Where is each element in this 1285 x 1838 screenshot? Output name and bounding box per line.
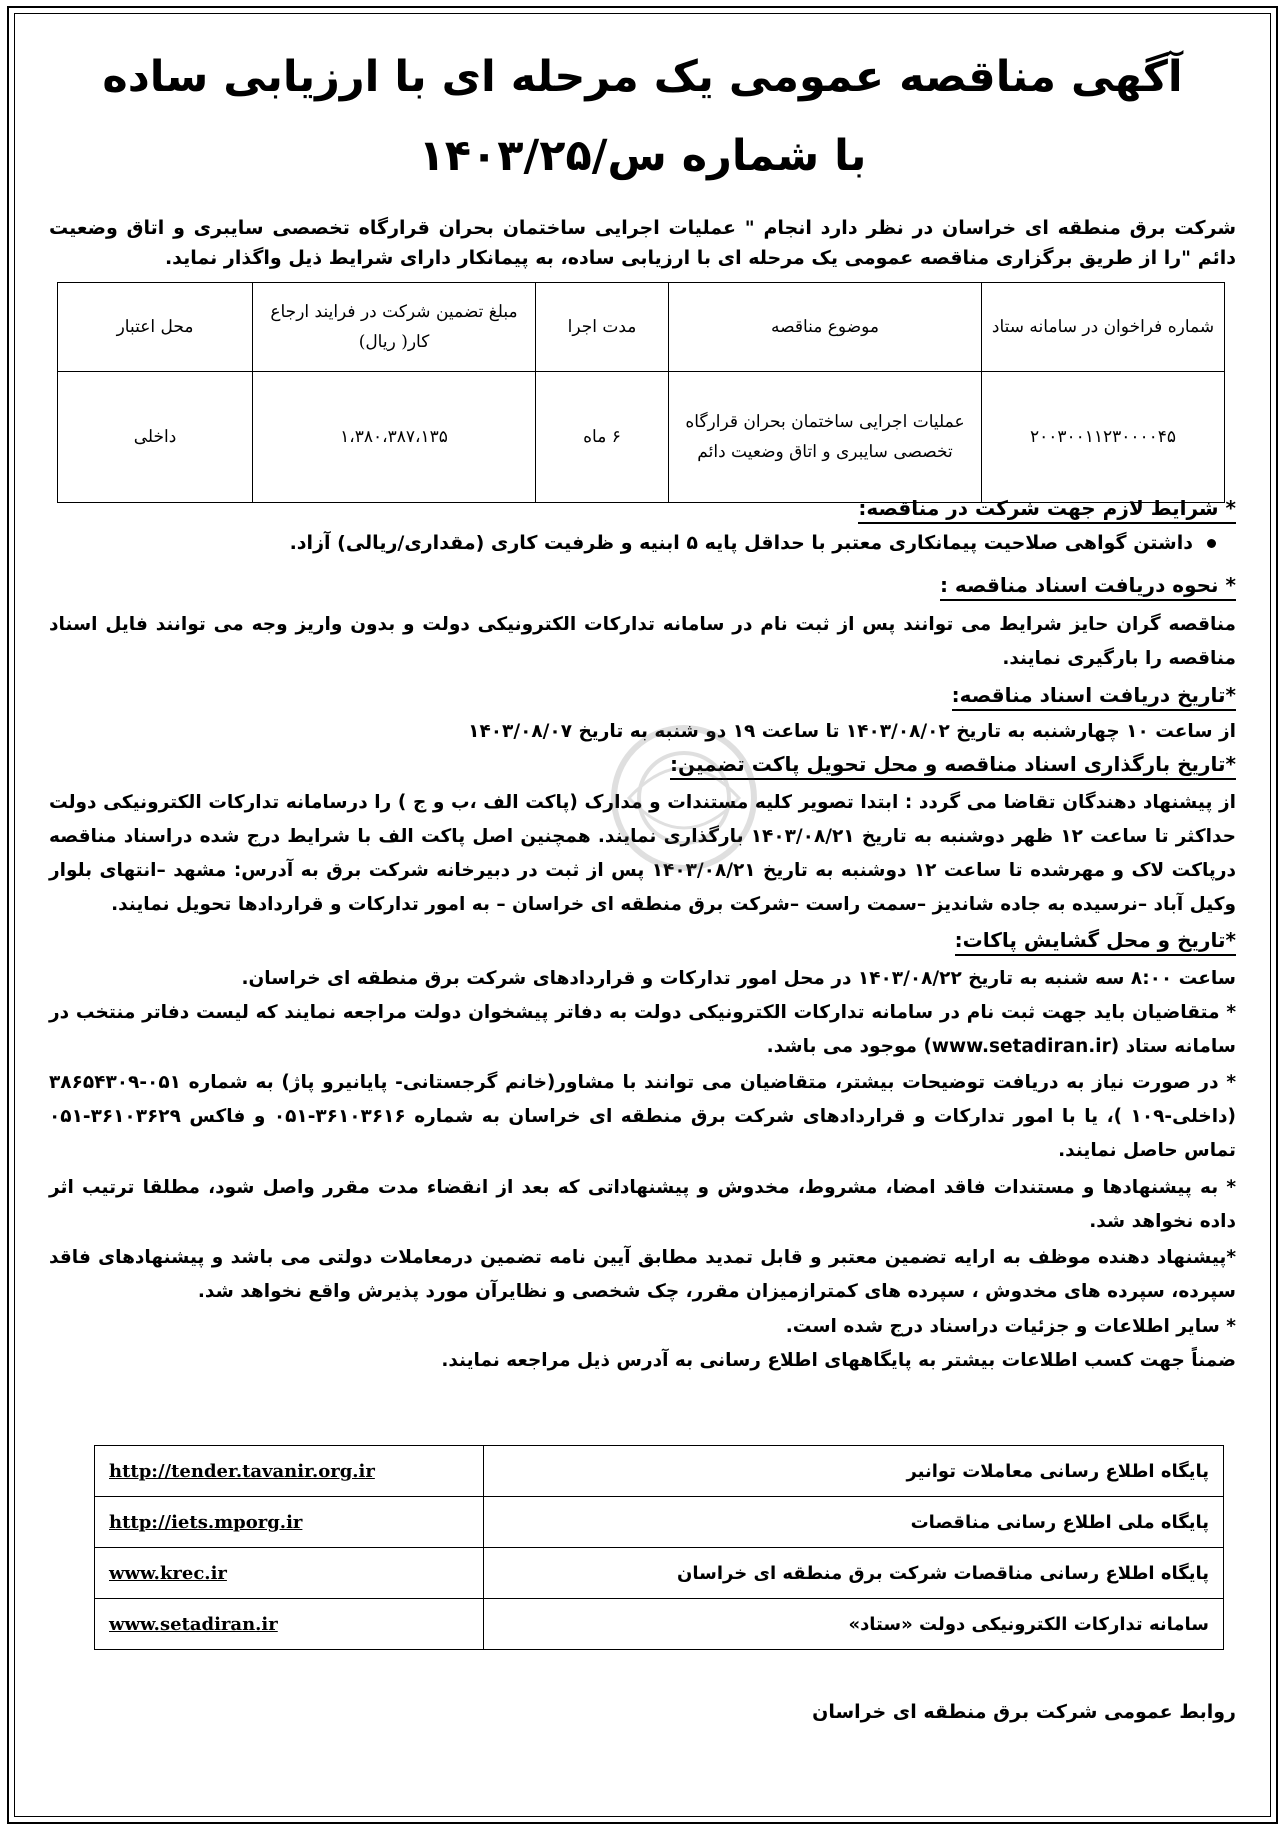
link-url[interactable]: http://tender.tavanir.org.ir (95, 1446, 484, 1497)
note-contact: * در صورت نیاز به دریافت توضیحات بیشتر، متقاضیان می توانند با مشاور(خانم گرجستانی- پایانیرو پاژ) به شماره ۰۵۱-۳۸۶۵۴۳۰۹ (داخلی-۱۰۹ )، یا با امور تدارکات و قراردادهای شرکت برق منطقه ای خراسان به شماره ۳۶۱۰۳۶۱۶-۰۵۱ و فاکس ۳۶۱۰۳۶۲۹-۰۵۱ تماس حاصل نمایند. (49, 1072, 1236, 1161)
header-subject: موضوع مناقصه (669, 283, 982, 372)
bullet-icon (1207, 539, 1216, 548)
intro-paragraph: شرکت برق منطقه ای خراسان در نظر دارد انجام " عملیات اجرایی ساختمان بحران قرارگاه تخصصی سایبری و اتاق وضعیت دائم "را از طریق برگزاری مناقصه عمومی یک مرحله ای با ارزیابی ساده، به پیمانکار دارای شرایط ذیل واگذار نماید. (49, 217, 1236, 269)
link-row (95, 1446, 1224, 1497)
note-registration: * متقاضیان باید جهت ثبت نام در سامانه تدارکات الکترونیکی دولت به دفاتر پیشخوان دولت مراجعه نمایند که لیست دفاتر منتخب در سامانه ستاد (www.setadiran.ir) موجود می باشد. (49, 1002, 1236, 1057)
header-credit-source: محل اعتبار (58, 283, 253, 372)
link-url[interactable]: http://iets.mporg.ir (95, 1497, 484, 1548)
table-row (58, 372, 1225, 503)
footer-signature: روابط عمومی شرکت برق منطقه ای خراسان (812, 1701, 1236, 1723)
receive-date-heading: *تاریخ دریافت اسناد مناقصه: (952, 683, 1236, 707)
conditions-heading: * شرایط لازم جهت شرکت در مناقصه: (858, 496, 1236, 520)
receive-date-text: از ساعت ۱۰ چهارشنبه به تاریخ ۱۴۰۳/۰۸/۰۲ تا ساعت ۱۹ دو شنبه به تاریخ ۱۴۰۳/۰۸/۰۷ (468, 721, 1236, 742)
note-other-info: * سایر اطلاعات و جزئیات دراسناد درج شده است. (785, 1316, 1236, 1337)
note-more-info: ضمناً جهت کسب اطلاعات بیشتر به پایگاههای اطلاع رسانی به آدرس ذیل مراجعه نمایند. (441, 1350, 1236, 1371)
link-row (95, 1497, 1224, 1548)
table-header-row (58, 283, 1225, 372)
upload-text: از پیشنهاد دهندگان تقاضا می گردد : ابتدا تصویر کلیه مستندات و مدارک (پاکت الف ،ب و ج ) را درسامانه تدارکات الکترونیکی دولت حداکثر تا ساعت ۱۲ ظهر دوشنبه به تاریخ ۱۴۰۳/۰۸/۲۱ بارگذاری نمایند. همچنین اصل پاکت الف با شرایط درج شده دراسناد مناقصه درپاکت لاک و مهرشده تا ساعت ۱۲ دوشنبه به تاریخ ۱۴۰۳/۰۸/۲۱ پس از ثبت در دبیرخانه شرکت برق به آدرس: مشهد –انتهای بلوار وکیل آباد –نرسیده به جاده شاندیز –سمت راست –شرکت برق منطقه ای خراسان – به امور تدارکات و قراردادها تحویل نمایند. (49, 792, 1236, 915)
cell-subject: عملیات اجرایی ساختمان بحران قرارگاه تخصصی سایبری و اتاق وضعیت دائم (669, 372, 982, 503)
cell-guarantee: ۱،۳۸۰،۳۸۷،۱۳۵ (253, 372, 536, 503)
conditions-item: داشتن گواهی صلاحیت پیمانکاری معتبر با حداقل پایه ۵ ابنیه و ظرفیت کاری (مقداری/ریالی) آزاد. (290, 532, 1216, 554)
link-url[interactable]: www.setadiran.ir (95, 1599, 484, 1650)
link-row (95, 1548, 1224, 1599)
links-table (94, 1445, 1224, 1650)
link-url[interactable]: www.krec.ir (95, 1548, 484, 1599)
watermark-logo (569, 708, 799, 888)
link-row (95, 1599, 1224, 1650)
header-guarantee: مبلغ تضمین شرکت در فرایند ارجاع کار( ریال) (253, 283, 536, 372)
cell-credit-source: داخلی (58, 372, 253, 503)
cell-call-number: ۲۰۰۳۰۰۱۱۲۳۰۰۰۰۴۵ (982, 372, 1225, 503)
notice-number: با شماره س/۱۴۰۳/۲۵ (418, 131, 867, 181)
note-invalid-bids: * به پیشنهادها و مستندات فاقد امضا، مشروط، مخدوش و پیشنهاداتی که بعد از انقضاء مدت مقرر واصل شود، مطلقا ترتیب اثر داده نخواهد شد. (49, 1177, 1236, 1232)
link-label: پایگاه اطلاع رسانی مناقصات شرکت برق منطقه ای خراسان (484, 1548, 1224, 1599)
tender-notice-page (7, 6, 1278, 1824)
link-label: پایگاه ملی اطلاع رسانی مناقصات (484, 1497, 1224, 1548)
link-label: پایگاه اطلاع رسانی معاملات توانیر (484, 1446, 1224, 1497)
note-guarantee: *پیشنهاد دهنده موظف به ارایه تضمین معتبر و قابل تمدید مطابق آیین نامه تضمین درمعاملات دولتی می باشد و پیشنهادهای فاقد سپرده، سپرده های مخدوش ، سپرده های کمترازمیزان مقرر، چک شخصی و نظایرآن مورد پذیرش واقع نخواهد شد. (49, 1247, 1236, 1302)
receive-text: مناقصه گران حایز شرایط می توانند پس از ثبت نام در سامانه تدارکات الکترونیکی دولت و بدون واریز وجه می توانند فایل اسناد مناقصه را بارگیری نمایند. (49, 614, 1236, 669)
header-call-number: شماره فراخوان در سامانه ستاد (982, 283, 1225, 372)
header-duration: مدت اجرا (536, 283, 669, 372)
link-label: سامانه تدارکات الکترونیکی دولت «ستاد» (484, 1599, 1224, 1650)
upload-heading: *تاریخ بارگذاری اسناد مناقصه و محل تحویل پاکت تضمین: (670, 752, 1236, 776)
opening-text: ساعت ۸:۰۰ سه شنبه به تاریخ ۱۴۰۳/۰۸/۲۲ در محل امور تدارکات و قراردادهای شرکت برق منطقه ای خراسان. (241, 968, 1236, 989)
tender-table (57, 282, 1225, 503)
notice-title: آگهی مناقصه عمومی یک مرحله ای با ارزیابی ساده (102, 52, 1183, 102)
opening-heading: *تاریخ و محل گشایش پاکات: (955, 928, 1236, 952)
receive-heading: * نحوه دریافت اسناد مناقصه : (940, 573, 1236, 597)
cell-duration: ۶ ماه (536, 372, 669, 503)
